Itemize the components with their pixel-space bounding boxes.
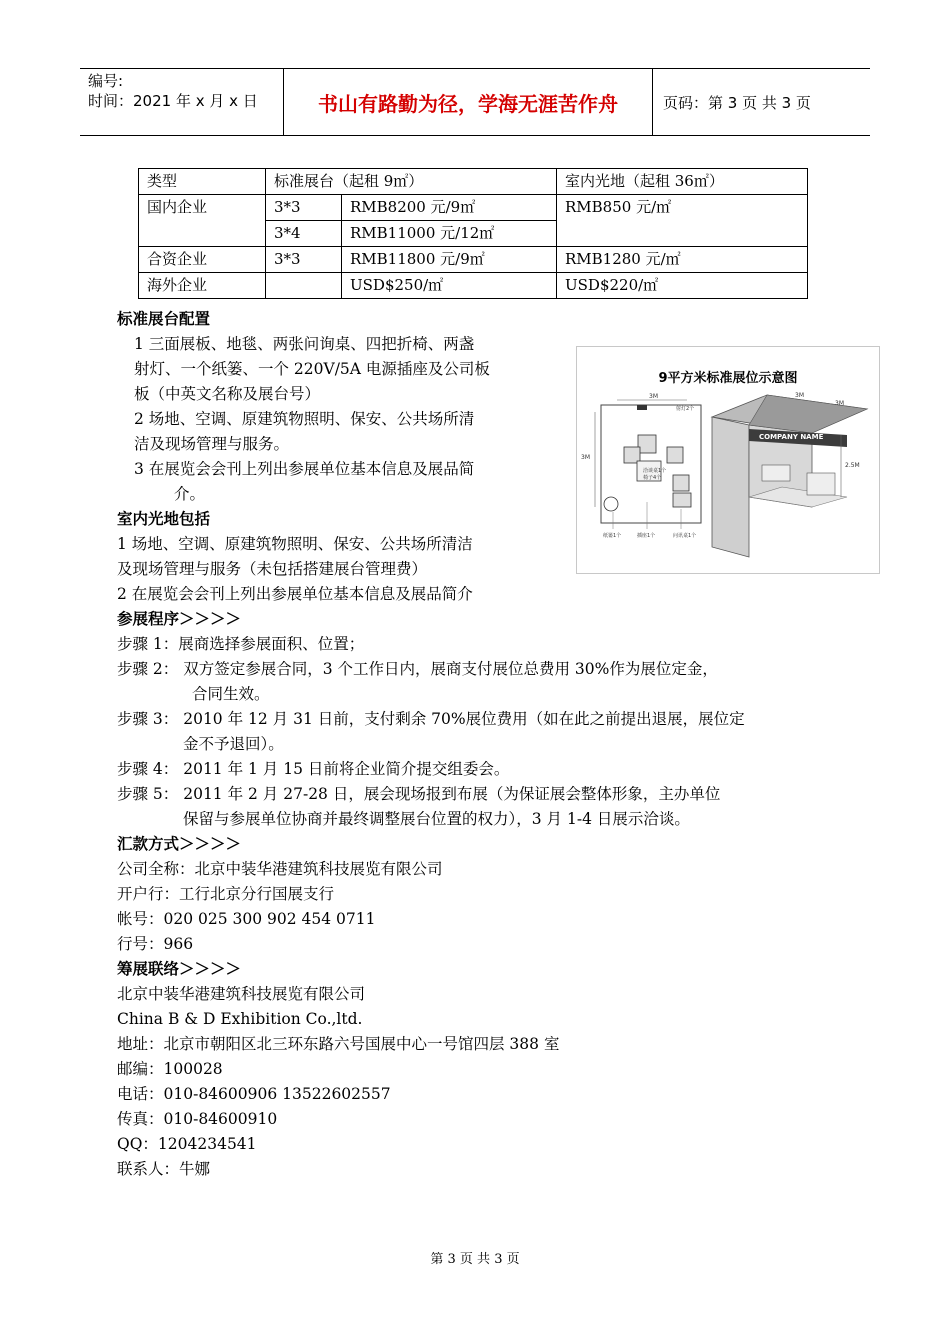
table-header-cell: 类型 <box>139 169 266 195</box>
header-time: 时间：2021 年 x 月 x 日 <box>88 92 258 110</box>
table-cell-size: 3*4 <box>266 221 342 247</box>
figure-title: 9平方米标准展位示意图 <box>658 371 798 386</box>
callout-label: 纸篓1个 <box>603 533 622 539</box>
remit-line: 公司全称：北京中装华港建筑科技展览有限公司 <box>117 860 443 878</box>
page-header <box>80 68 870 136</box>
standard-heading: 标准展台配置 <box>117 310 211 328</box>
table-cell-price: RMB11000 元/12㎡ <box>342 221 557 247</box>
chair-icon <box>638 435 656 453</box>
contact-line: 北京中装华港建筑科技展览有限公司 <box>117 985 366 1003</box>
info-desk-icon <box>673 493 691 507</box>
chair-icon <box>673 475 689 491</box>
table-cell-type: 国内企业 <box>139 195 266 247</box>
table-cell-type: 合资企业 <box>139 247 266 273</box>
standard-line: 1 三面展板、地毯、两张问询桌、四把折椅、两盏 <box>134 335 475 353</box>
procedure-line: 步骤 4： 2011 年 1 月 15 日前将企业简介提交组委会。 <box>117 760 510 778</box>
price-table <box>138 168 808 299</box>
table-header-row <box>139 169 808 195</box>
bin-icon <box>604 497 618 511</box>
header-left <box>80 69 283 135</box>
booth-left-wall <box>712 417 749 557</box>
contact-line: 地址：北京市朝阳区北三环东路六号国展中心一号馆四层 388 室 <box>117 1035 560 1053</box>
table-cell-type: 海外企业 <box>139 273 266 299</box>
dim-label: 3M <box>581 454 590 461</box>
booth-diagram <box>576 346 880 574</box>
standard-line: 2 场地、空调、原建筑物照明、保安、公共场所清 <box>134 410 475 428</box>
standard-line: 介。 <box>174 485 206 503</box>
standard-line: 板（中英文名称及展台号） <box>134 385 321 403</box>
table-cell-size <box>266 273 342 299</box>
page-footer: 第 3 页 共 3 页 <box>430 1252 520 1267</box>
dim-label: 3M <box>835 400 844 407</box>
table-cell-raw: RMB1280 元/㎡ <box>557 247 808 273</box>
table-header-cell: 室内光地（起租 36㎡） <box>557 169 808 195</box>
procedure-line: 步骤 1：展商选择参展面积、位置； <box>117 635 365 653</box>
table-row <box>139 195 808 221</box>
remit-line: 帐号：020 025 300 902 454 0711 <box>117 910 376 928</box>
socket-icon <box>637 405 647 410</box>
table-cell-size: 3*3 <box>266 195 342 221</box>
contact-line: China B & D Exhibition Co.,ltd. <box>117 1010 363 1028</box>
table-row <box>139 247 808 273</box>
contact-line: 联系人：牛娜 <box>117 1160 211 1178</box>
chair-icon <box>667 447 683 463</box>
table-header-cell: 标准展台（起租 9㎡） <box>266 169 557 195</box>
table-cell-size: 3*3 <box>266 247 342 273</box>
procedure-line: 步骤 3： 2010 年 12 月 31 日前，支付剩余 70%展位费用（如在此之前提出退展，展位定 <box>117 710 745 728</box>
callout-label: 椅子4个 <box>643 475 662 481</box>
raw-space-line: 2 在展览会会刊上列出参展单位基本信息及展品简介 <box>117 585 473 603</box>
contact-line: 电话：010-84600906 13522602557 <box>117 1085 391 1103</box>
dim-label: 3M <box>649 393 658 400</box>
raw-space-line: 及现场管理与服务（未包括搭建展台管理费） <box>117 560 428 578</box>
procedure-heading: 参展程序＞＞＞＞ <box>117 610 242 628</box>
procedure-line: 步骤 5： 2011 年 2 月 27-28 日，展会现场报到布展（为保证展会整体形象，主办单位 <box>117 785 721 803</box>
contact-heading: 筹展联络＞＞＞＞ <box>117 960 242 978</box>
standard-line: 射灯、一个纸篓、一个 220V/5A 电源插座及公司板 <box>134 360 490 378</box>
table-cell-raw: RMB850 元/㎡ <box>557 195 808 247</box>
table-cell-price: RMB11800 元/9㎡ <box>342 247 557 273</box>
table-row <box>139 273 808 299</box>
booth-diagram-svg <box>577 347 879 573</box>
header-code: 编号: <box>88 72 124 90</box>
contact-line: 邮编：100028 <box>117 1060 223 1078</box>
header-page: 页码：第 3 页 共 3 页 <box>663 93 811 112</box>
table-cell-price: USD$250/㎡ <box>342 273 557 299</box>
table-cell-price: RMB8200 元/9㎡ <box>342 195 557 221</box>
table-cell-raw: USD$220/㎡ <box>557 273 808 299</box>
dim-label: 2.5M <box>845 462 860 469</box>
standard-line: 洁及现场管理与服务。 <box>134 435 290 453</box>
info-desk-icon <box>807 473 835 495</box>
fascia-label: COMPANY NAME <box>759 433 824 441</box>
callout-label: 问讯桌1个 <box>673 533 697 539</box>
raw-space-line: 1 场地、空调、原建筑物照明、保安、公共场所清洁 <box>117 535 473 553</box>
remit-heading: 汇款方式＞＞＞＞ <box>117 835 242 853</box>
dim-label: 3M <box>795 392 804 399</box>
remit-line: 行号：966 <box>117 935 194 953</box>
raw-space-heading: 室内光地包括 <box>117 510 211 528</box>
callout-label: 射灯2个 <box>676 406 695 412</box>
contact-line: 传真：010-84600910 <box>117 1110 278 1128</box>
desk-icon <box>762 465 790 481</box>
callout-label: 插座1个 <box>637 533 656 539</box>
contact-line: QQ：1204234541 <box>117 1135 257 1153</box>
procedure-line: 合同生效。 <box>192 685 270 703</box>
procedure-line: 金不予退回）。 <box>183 735 284 753</box>
remit-line: 开户行：工行北京分行国展支行 <box>117 885 335 903</box>
procedure-line: 保留与参展单位协商并最终调整展台位置的权力），3 月 1-4 日展示洽谈。 <box>183 810 690 828</box>
callout-label: 洽谈桌1个 <box>643 468 667 474</box>
header-motto: 书山有路勤为径，学海无涯苦作舟 <box>283 69 653 135</box>
standard-line: 3 在展览会会刊上列出参展单位基本信息及展品简 <box>134 460 475 478</box>
procedure-line: 步骤 2： 双方签定参展合同，3 个工作日内，展商支付展位总费用 30%作为展位定金， <box>117 660 718 678</box>
